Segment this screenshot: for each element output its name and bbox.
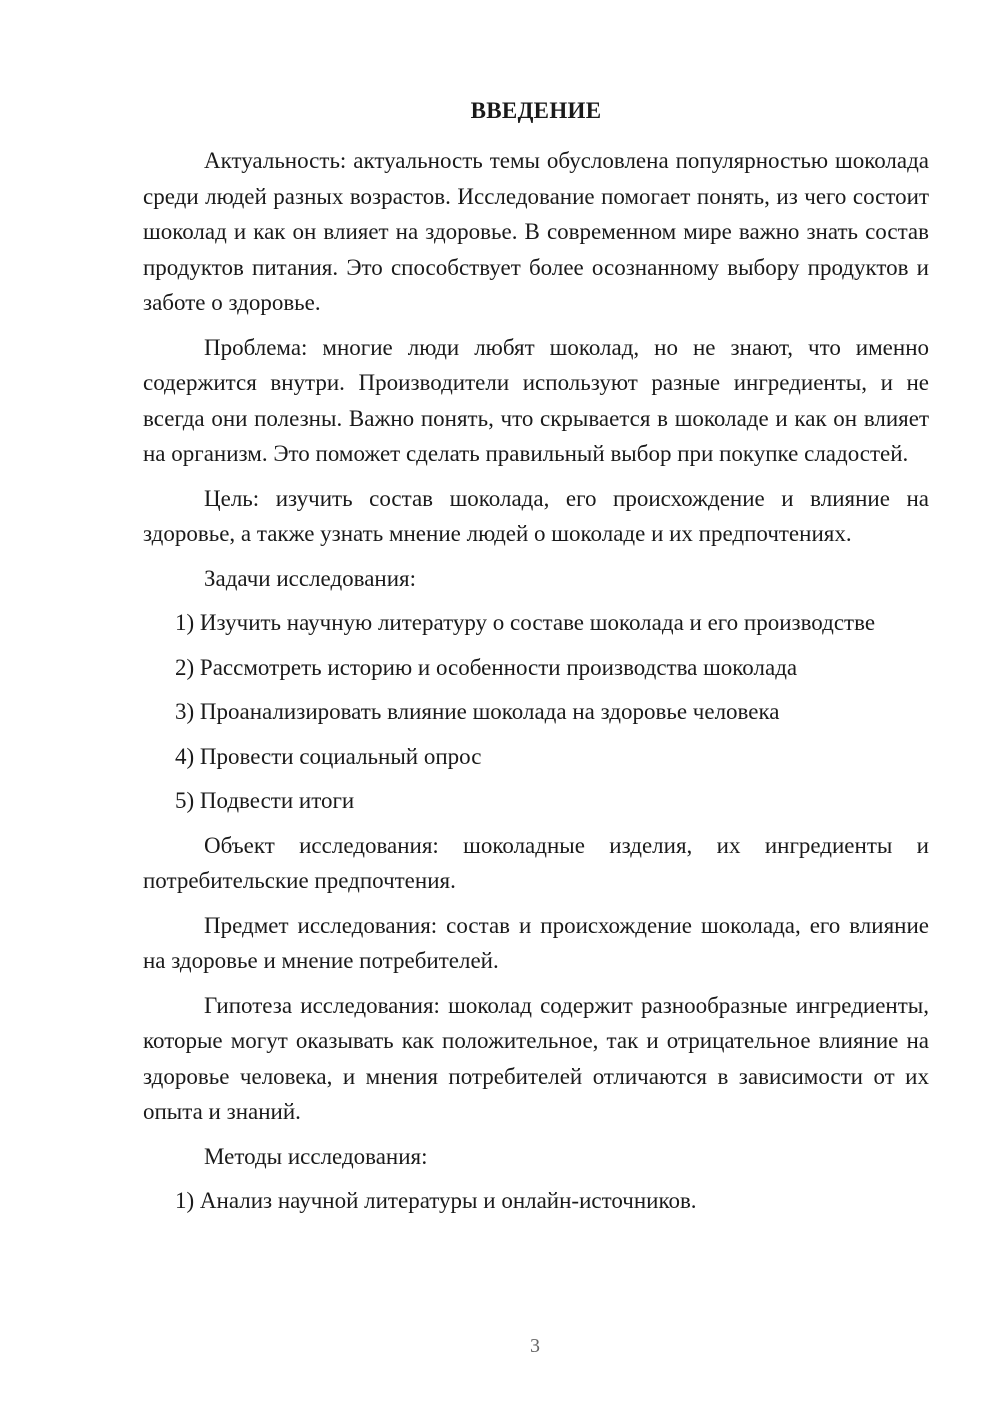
task-item: 5) Подвести итоги bbox=[175, 788, 355, 813]
paragraph-goal: Цель: изучить состав шоколада, его происхождение и влияние на здоровье, а также узнать мнение людей о шоколаде и их предпочтениях. bbox=[143, 485, 929, 546]
paragraph-problem: Проблема: многие люди любят шоколад, но не знают, что именно содержится внутри. Производители используют разные ингредиенты, и не всегда они полезны. Важно понять, что скрывается в шоколаде и как он влияет на организм. Это поможет сделать правильный выбор при покупке сладостей. bbox=[143, 334, 929, 466]
method-item: 1) Анализ научной литературы и онлайн-источников. bbox=[175, 1188, 697, 1213]
paragraph-relevance: Актуальность: актуальность темы обусловлена популярностью шоколада среди людей разных возрастов. Исследование помогает понять, из чего состоит шоколад и как он влияет на здоровье. В современном мире важно знать состав продуктов питания. Это способствует более осознанному выбору продуктов и заботе о здоровье. bbox=[143, 148, 929, 315]
paragraph-object: Объект исследования: шоколадные изделия, их ингредиенты и потребительские предпочтения. bbox=[143, 832, 929, 893]
paragraph-subject: Предмет исследования: состав и происхождение шоколада, его влияние на здоровье и мнение потребителей. bbox=[143, 912, 929, 973]
section-title: ВВЕДЕНИЕ bbox=[470, 98, 602, 123]
page-number: 3 bbox=[530, 1335, 540, 1357]
task-item: 4) Провести социальный опрос bbox=[175, 743, 482, 769]
task-item: 3) Проанализировать влияние шоколада на здоровье человека bbox=[175, 699, 780, 724]
methods-heading: Методы исследования: bbox=[204, 1143, 428, 1169]
tasks-heading: Задачи исследования: bbox=[204, 565, 417, 591]
paragraph-hypothesis: Гипотеза исследования: шоколад содержит разнообразные ингредиенты, которые могут оказывать как положительное, так и отрицательное влияние на здоровье человека, и мнения потребителей отличаются в зависимости от их опыта и знаний. bbox=[143, 992, 929, 1124]
task-item: 2) Рассмотреть историю и особенности производства шоколада bbox=[175, 654, 798, 680]
document-body bbox=[143, 143, 929, 1228]
task-item: 1) Изучить научную литературу о составе шоколада и его производстве bbox=[175, 610, 876, 635]
